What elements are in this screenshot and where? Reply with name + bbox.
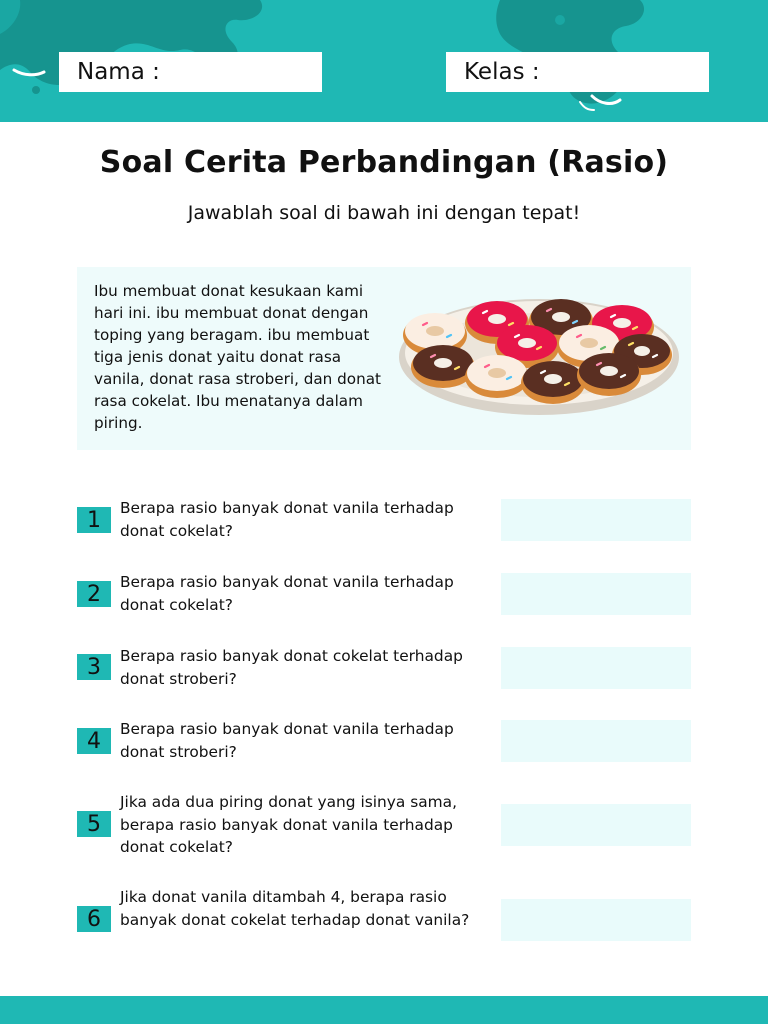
question-number-badge: 5	[77, 811, 111, 837]
story-text: Ibu membuat donat kesukaan kami hari ini. ibu membuat donat dengan toping yang beragam. ibu membuat tiga jenis donat yaitu donat rasa vanila, donat rasa stroberi, dan donat rasa cokelat. Ibu menatanya dalam piring.	[94, 282, 381, 432]
name-field[interactable]	[59, 52, 322, 92]
question-number-badge: 2	[77, 581, 111, 607]
question-number-badge: 6	[77, 906, 111, 932]
question-number-badge: 4	[77, 728, 111, 754]
page-title: Soal Cerita Perbandingan (Rasio)	[99, 145, 669, 180]
answer-box-6[interactable]	[501, 899, 691, 941]
question-text: Jika donat vanila ditambah 4, berapa rasio banyak donat cokelat terhadap donat vanila?	[120, 888, 470, 929]
name-label: Nama :	[77, 59, 160, 85]
question-text: Berapa rasio banyak donat vanila terhadap donat cokelat?	[120, 573, 454, 614]
footer-band	[0, 996, 768, 1024]
answer-box-5[interactable]	[501, 804, 691, 846]
class-label: Kelas :	[464, 59, 540, 85]
page-subtitle: Jawablah soal di bawah ini dengan tepat!	[187, 202, 581, 224]
question-text: Jika ada dua piring donat yang isinya sama, berapa rasio banyak donat vanila terhadap donat cokelat?	[120, 793, 457, 856]
answer-box-2[interactable]	[501, 573, 691, 615]
question-number-badge: 3	[77, 654, 111, 680]
answer-box-1[interactable]	[501, 499, 691, 541]
question-text: Berapa rasio banyak donat cokelat terhadap donat stroberi?	[120, 647, 463, 688]
answer-box-3[interactable]	[501, 647, 691, 689]
question-number-badge: 1	[77, 507, 111, 533]
question-text: Berapa rasio banyak donat vanila terhadap donat stroberi?	[120, 720, 454, 761]
class-field[interactable]	[446, 52, 709, 92]
question-text: Berapa rasio banyak donat vanila terhadap donat cokelat?	[120, 499, 454, 540]
answer-box-4[interactable]	[501, 720, 691, 762]
donut-plate-illustration	[397, 291, 682, 421]
story-box	[77, 267, 691, 450]
